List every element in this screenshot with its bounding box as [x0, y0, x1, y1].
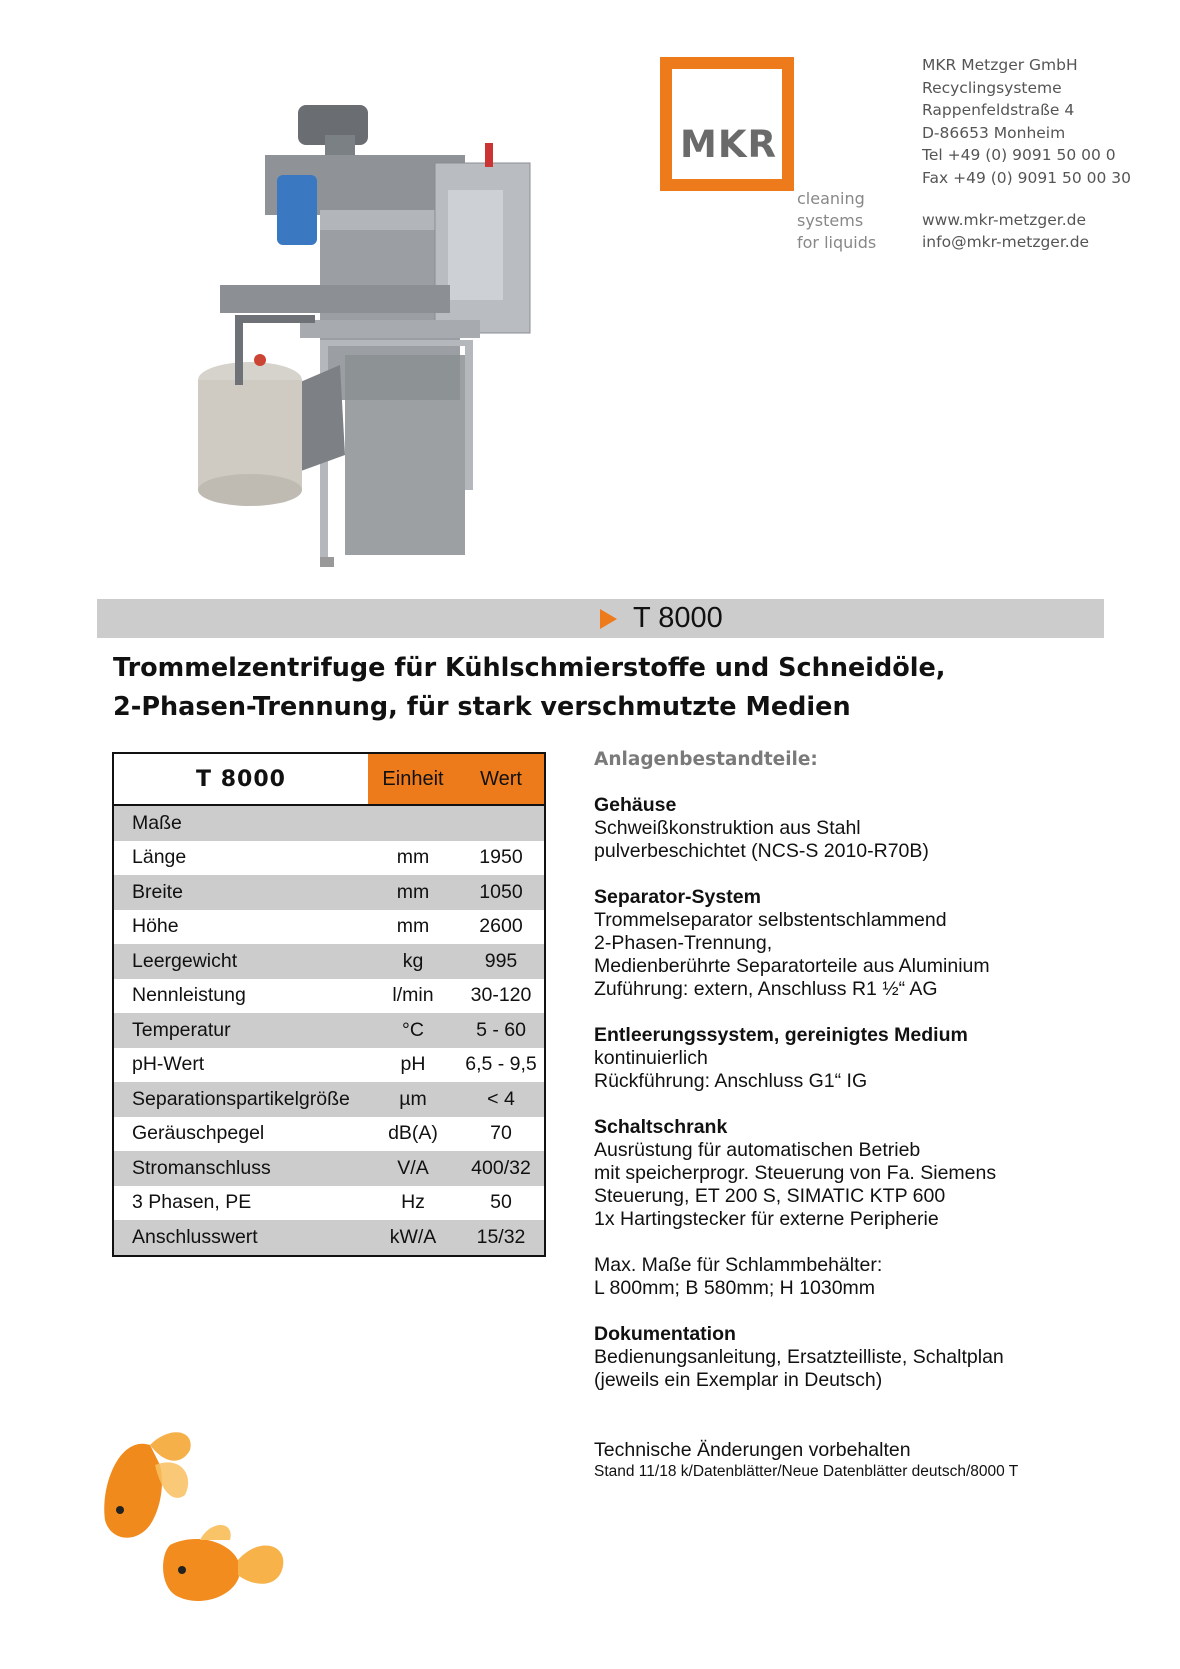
section-heading: Dokumentation [594, 1323, 736, 1345]
table-cell-name: 3 Phasen, PE [132, 1191, 252, 1214]
table-cell-value: 2600 [479, 915, 523, 938]
section-line: 2-Phasen-Trennung, [594, 932, 773, 954]
table-row [114, 1117, 544, 1152]
mkr-logo [660, 57, 794, 191]
table-cell-unit: mm [396, 880, 430, 903]
section-line: L 800mm; B 580mm; H 1030mm [594, 1277, 876, 1299]
table-cell-value: 995 [484, 949, 518, 972]
email-link[interactable]: info@mkr-metzger.de [922, 233, 1090, 251]
spec-table [112, 752, 546, 1257]
section-line: (jeweils ein Exemplar in Deutsch) [594, 1369, 883, 1391]
section-line: Schweißkonstruktion aus Stahl [594, 817, 861, 839]
section-line: kontinuierlich [594, 1047, 708, 1069]
table-cell-value: 70 [490, 1122, 512, 1145]
table-cell-name: Geräuschpegel [132, 1122, 265, 1145]
machine-image [180, 95, 540, 575]
section-housing [594, 794, 1094, 863]
table-cell-name: Höhe [132, 915, 179, 938]
logo-tagline [797, 188, 876, 254]
company-address [922, 54, 1131, 189]
table-cell-value: 400/32 [471, 1156, 531, 1179]
table-row [114, 944, 544, 979]
section-line: 1x Hartingstecker für externe Peripherie [594, 1208, 939, 1230]
table-row [114, 1082, 544, 1117]
table-cell-name: Separationspartikelgröße [132, 1087, 350, 1110]
table-cell-value: 1050 [479, 880, 523, 903]
table-row [114, 806, 544, 841]
section-line: Rückführung: Anschluss G1“ IG [594, 1070, 868, 1092]
table-cell-unit: kW/A [389, 1225, 437, 1248]
address-line: Fax +49 (0) 9091 50 00 30 [922, 168, 1132, 187]
footer-note: Technische Änderungen vorbehalten [594, 1439, 911, 1461]
table-cell-name: pH-Wert [132, 1053, 205, 1076]
title-line: Trommelzentrifuge für Kühlschmierstoffe und Schneidöle, [113, 653, 946, 683]
page-title [113, 649, 1093, 727]
title-line: 2-Phasen-Trennung, für stark verschmutzte Medien [113, 692, 851, 722]
table-cell-unit: V/A [397, 1156, 429, 1179]
section-docs [594, 1323, 1094, 1392]
header-model: T 8000 [114, 754, 368, 804]
components-section [594, 748, 1094, 1415]
section-line: Trommelseparator selbstentschlammend [594, 909, 947, 931]
address-line: Tel +49 (0) 9091 50 00 0 [922, 146, 1116, 164]
table-cell-value: 6,5 - 9,5 [465, 1053, 537, 1076]
table-row [114, 1048, 544, 1083]
table-cell-name: Anschlusswert [132, 1225, 258, 1248]
section-sludge [594, 1254, 1094, 1300]
section-drain [594, 1024, 1094, 1093]
section-separator [594, 886, 1094, 1001]
section-line: Zuführung: extern, Anschluss R1 ½“ AG [594, 978, 938, 1000]
table-row [114, 1151, 544, 1186]
table-cell-value: < 4 [487, 1087, 515, 1110]
section-line: Bedienungsanleitung, Ersatzteilliste, Schaltplan [594, 1346, 1004, 1368]
footer-stand: Stand 11/18 k/Datenblätter/Neue Datenblätter deutsch/8000 T [594, 1463, 1019, 1480]
section-cabinet [594, 1116, 1094, 1231]
goldfish-image [90, 1425, 300, 1635]
table-cell-unit: mm [396, 915, 430, 938]
model-name: T 8000 [633, 602, 723, 634]
table-cell-value: 5 - 60 [476, 1018, 526, 1041]
table-row [114, 1013, 544, 1048]
table-cell-name: Leergewicht [132, 949, 238, 972]
table-cell-name: Nennleistung [132, 984, 246, 1007]
table-row [114, 841, 544, 876]
table-cell-name: Stromanschluss [132, 1156, 271, 1179]
table-cell-value: 50 [490, 1191, 512, 1214]
section-line: pulverbeschichtet (NCS-S 2010-R70B) [594, 840, 929, 862]
section-line: Ausrüstung für automatischen Betrieb [594, 1139, 921, 1161]
triangle-right-icon [600, 609, 617, 629]
section-heading: Separator-System [594, 886, 761, 908]
table-cell-name: Breite [132, 880, 183, 903]
table-cell-unit: kg [402, 949, 424, 972]
company-contact [922, 209, 1089, 253]
table-cell-name: Länge [132, 846, 187, 869]
header-unit: Einheit [368, 754, 458, 804]
table-cell-value: 1950 [479, 846, 523, 869]
section-line: Max. Maße für Schlammbehälter: [594, 1254, 883, 1276]
section-line: Steuerung, ET 200 S, SIMATIC KTP 600 [594, 1185, 946, 1207]
table-cell-unit: µm [399, 1087, 427, 1110]
footer [594, 1438, 1094, 1482]
section-heading: Entleerungssystem, gereinigtes Medium [594, 1024, 968, 1046]
table-row [114, 979, 544, 1014]
table-row [114, 910, 544, 945]
table-row [114, 1220, 544, 1255]
header-value: Wert [458, 754, 544, 804]
section-heading: Schaltschrank [594, 1116, 728, 1138]
address-line: MKR Metzger GmbH [922, 56, 1078, 74]
section-line: mit speicherprogr. Steuerung von Fa. Siemens [594, 1162, 997, 1184]
table-header [114, 754, 544, 806]
section-heading: Gehäuse [594, 794, 677, 816]
address-line: Recyclingsysteme [922, 78, 1062, 97]
logo-text: MKR [680, 123, 777, 166]
address-line: Rappenfeldstraße 4 [922, 101, 1075, 119]
address-line: D-86653 Monheim [922, 123, 1066, 142]
website-link[interactable]: www.mkr-metzger.de [922, 211, 1087, 229]
table-cell-value: 15/32 [476, 1225, 526, 1248]
table-cell-unit: °C [402, 1018, 424, 1041]
table-cell-unit: dB(A) [388, 1122, 438, 1145]
section-line: Medienberührte Separatorteile aus Aluminium [594, 955, 990, 977]
table-cell-unit: Hz [401, 1191, 425, 1214]
table-cell-unit: pH [400, 1053, 426, 1076]
components-title: Anlagenbestandteile: [594, 749, 818, 770]
tagline-line: cleaning [797, 189, 865, 208]
table-row [114, 875, 544, 910]
tagline-line: for liquids [797, 233, 877, 252]
table-cell-name: Temperatur [132, 1018, 231, 1041]
tagline-line: systems [797, 211, 864, 230]
model-bar [97, 599, 1104, 638]
table-row [114, 1186, 544, 1221]
table-cell-unit: mm [396, 846, 430, 869]
table-cell-name: Maße [132, 811, 182, 834]
table-cell-value: 30-120 [470, 984, 532, 1007]
table-cell-unit: l/min [392, 984, 434, 1007]
